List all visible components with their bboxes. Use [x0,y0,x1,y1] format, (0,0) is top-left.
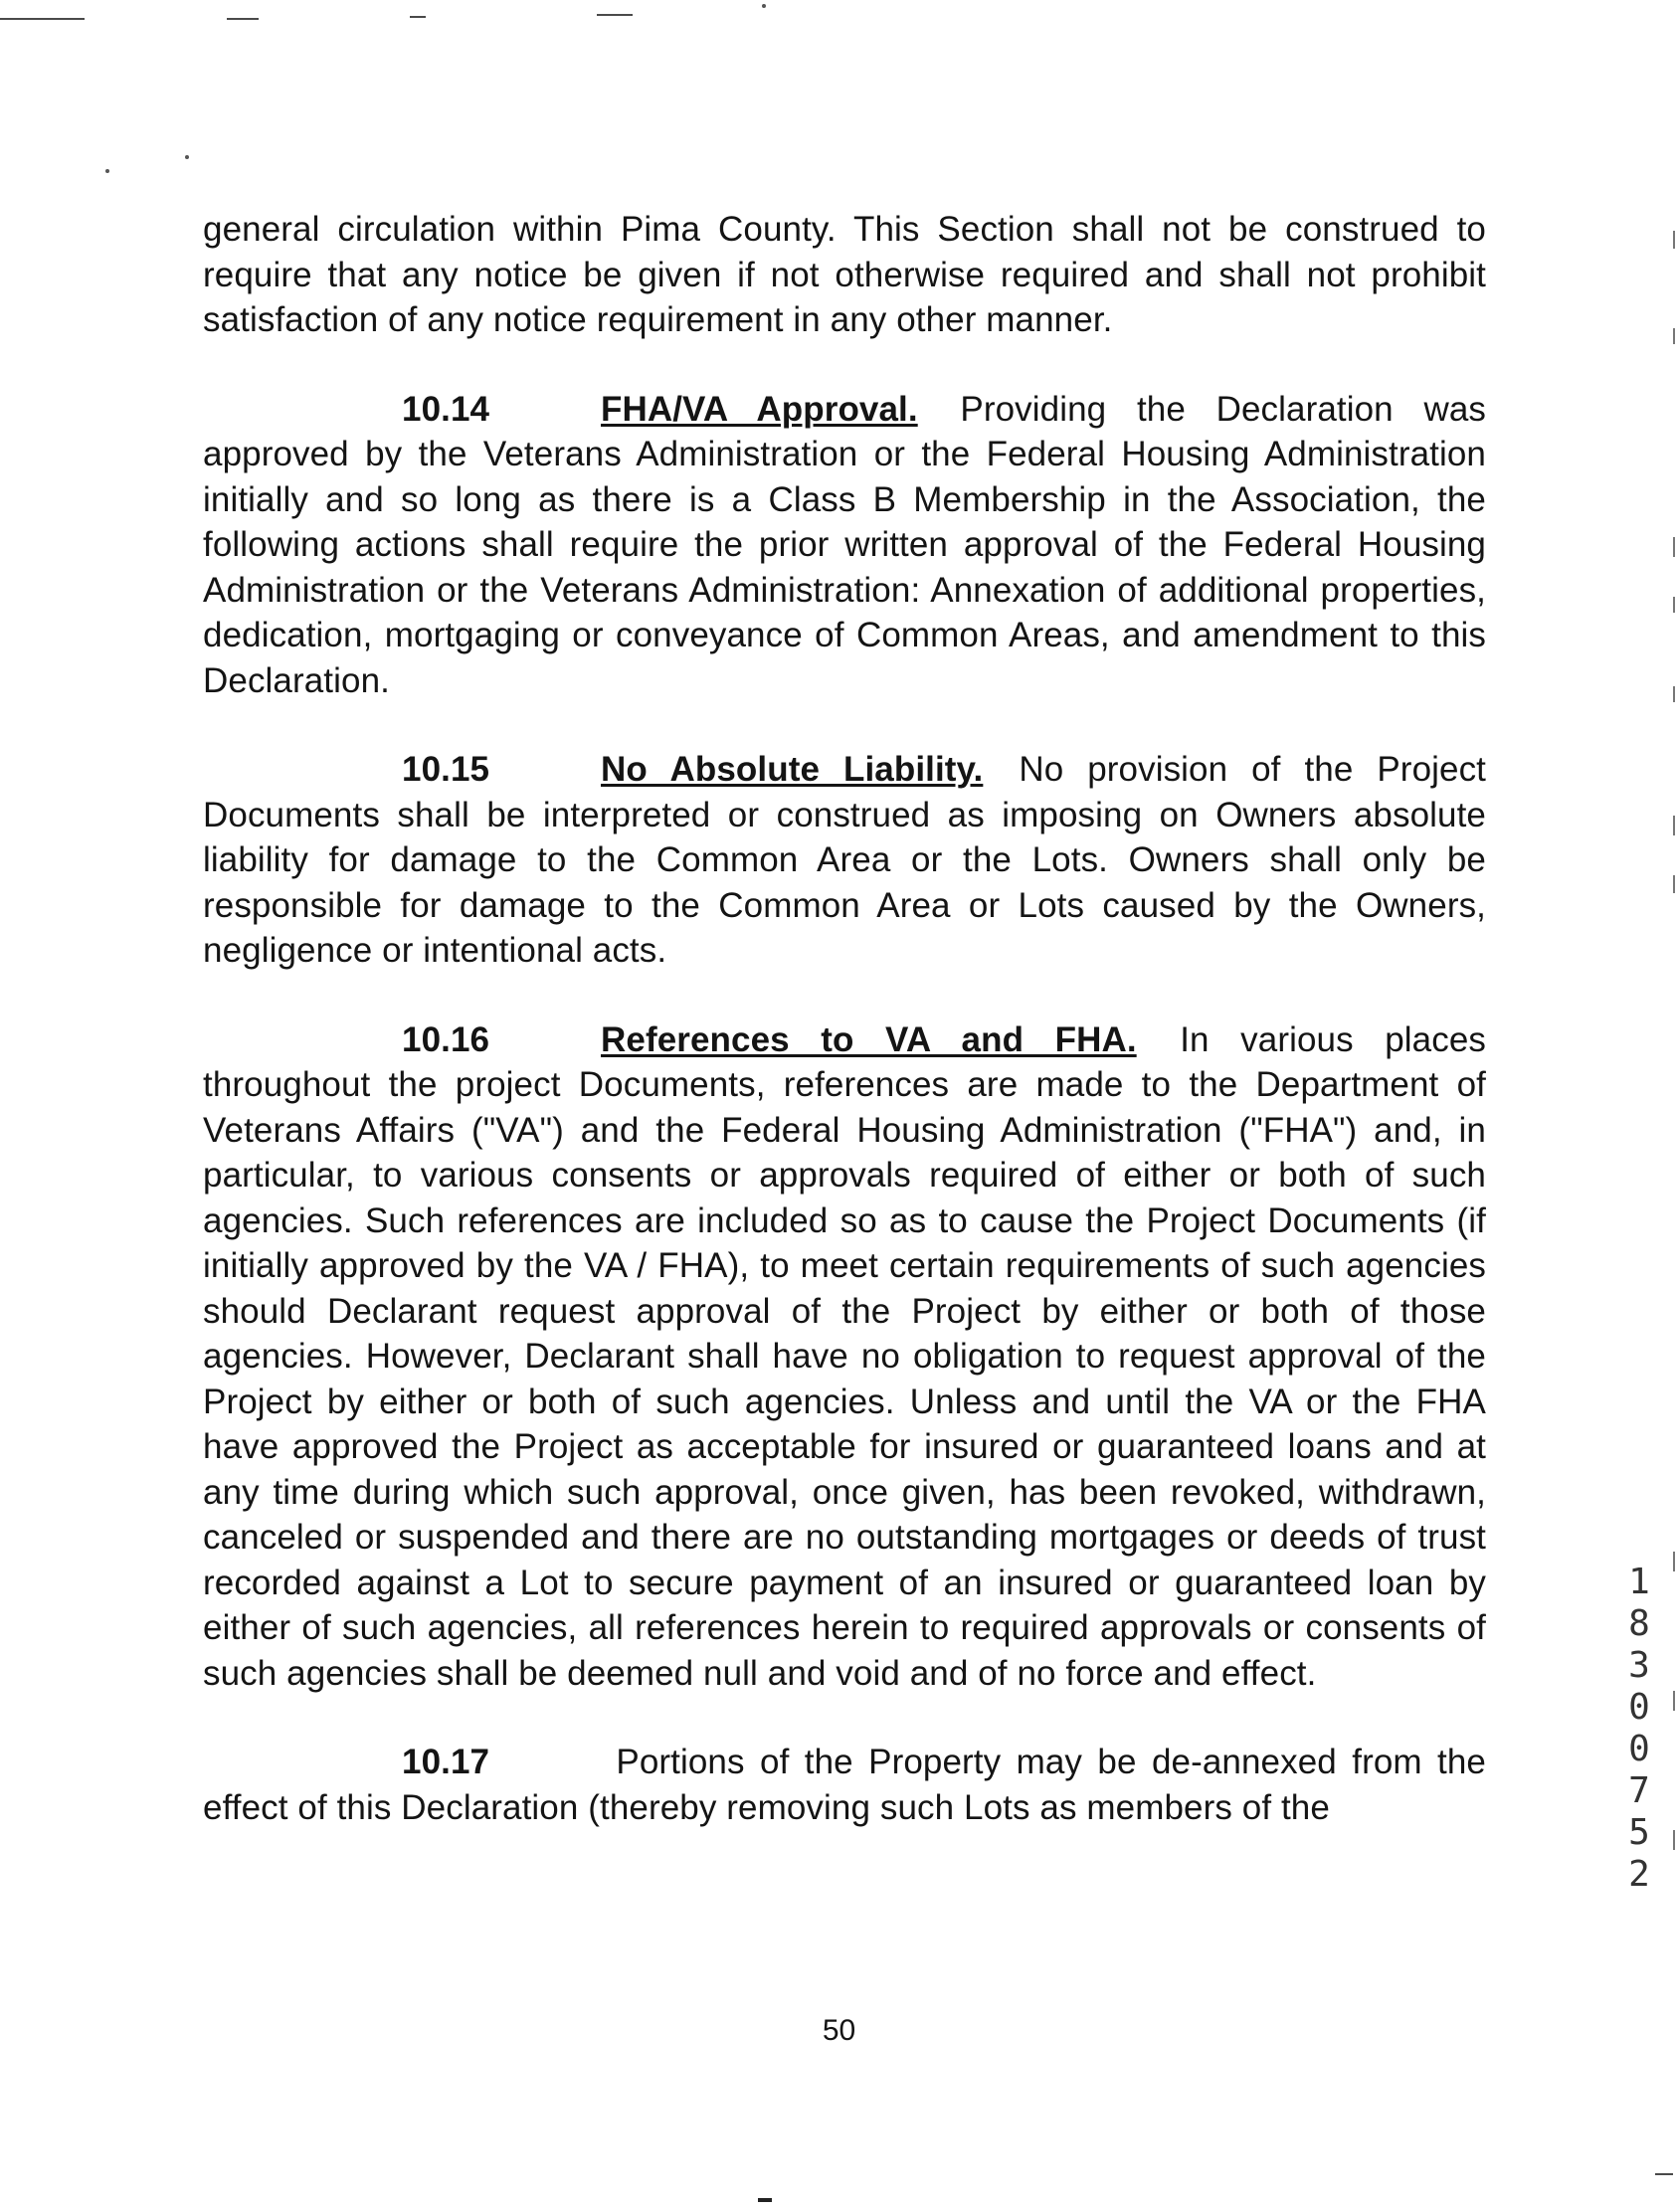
section-10-14 [203,387,1486,704]
edge-tick [1673,328,1675,344]
edge-tick [1673,1552,1675,1571]
stamp-digit: 5 [1628,1812,1650,1853]
scan-mark [227,18,259,20]
edge-tick [1673,537,1675,557]
edge-tick [1673,231,1675,249]
scan-mark [758,2198,772,2202]
stamp-digit: 2 [1628,1854,1650,1895]
section-text: Providing the Declaration was approved by the Veterans Administration or the Federal Housing Administration initially and so long as there is a Class B Membership in the Association, the following actions shall require the prior written approval of the Federal Housing Administration or the Veterans Administration: Annexation of additional properties, dedication, mortgaging or conveyance of Common Areas, and amendment to this Declaration. [203,389,1486,700]
edge-tick [1673,816,1675,835]
section-number: 10.15 [402,750,490,789]
scan-mark [1655,2173,1673,2175]
section-number: 10.17 [402,1743,490,1781]
stamp-digit: 1 [1628,1562,1650,1602]
section-number: 10.14 [402,389,490,429]
edge-tick [1673,875,1675,893]
scan-speck [105,169,109,173]
scan-speck [762,4,766,8]
stamp-digit: 0 [1628,1687,1650,1728]
section-number: 10.16 [402,1019,490,1059]
section-10-15 [203,747,1486,974]
stamp-digit: 3 [1628,1645,1650,1686]
section-10-17 [203,1740,1486,1830]
edge-tick [1673,1830,1675,1850]
section-title: FHA/VA Approval. [601,389,918,429]
stamp-digit: 8 [1628,1603,1650,1644]
edge-tick [1673,597,1675,613]
stamp-digit: 0 [1628,1729,1650,1769]
scan-mark [597,14,633,16]
section-10-16 [203,1017,1486,1697]
recording-stamp [1619,1562,1659,1896]
section-text: No provision of the Project Documents shall be interpreted or construed as imposing on Owners absolute liability for damage to the Common Area or the Lots. Owners shall only be responsible for damage to the Common Area or Lots caused by the Owners, negligence or intentional acts. [203,750,1486,970]
edge-tick [1673,686,1675,702]
section-title: References to VA and FHA. [601,1019,1137,1059]
section-text: In various places throughout the project Documents, references are made to the Department of Veterans Affairs ("VA") and the Federal Housing Administration ("FHA") and, in particular, to various consents or approvals required of either or both of such agencies. Such references are included so as to cause the Project Documents (if initially approved by the VA / FHA), to meet certain requirements of such agencies should Declarant request approval of the Project by either or both of those agencies. However, Declarant shall have no obligation to request approval of the Project by either or both of such agencies. Unless and until the VA or the FHA have approved the Project as acceptable for insured or guaranteed loans and at any time during which such approval, once given, has been revoked, withdrawn, canceled or suspended and there are no outstanding mortgages or deeds of trust recorded against a Lot to secure payment of an insured or guaranteed loan by either of such agencies, all references herein to required approvals or consents of such agencies shall be deemed null and void and of no force and effect. [203,1019,1487,1693]
edge-tick [1673,1691,1675,1711]
section-title: No Absolute Liability. [601,750,984,789]
intro-paragraph: general circulation within Pima County. This Section shall not be construed to require that any notice be given if not otherwise required and shall not prohibit satisfaction of any notice requirement in any other manner. [203,210,1486,339]
page-number: 50 [822,2014,856,2047]
document-body [203,207,1486,1830]
stamp-digit: 7 [1628,1770,1650,1811]
section-text: Portions of the Property may be de-annexed from the effect of this Declaration (thereby removing such Lots as members of the [203,1743,1486,1827]
scan-mark [0,18,85,20]
scan-mark [410,16,426,18]
scan-speck [185,155,189,159]
